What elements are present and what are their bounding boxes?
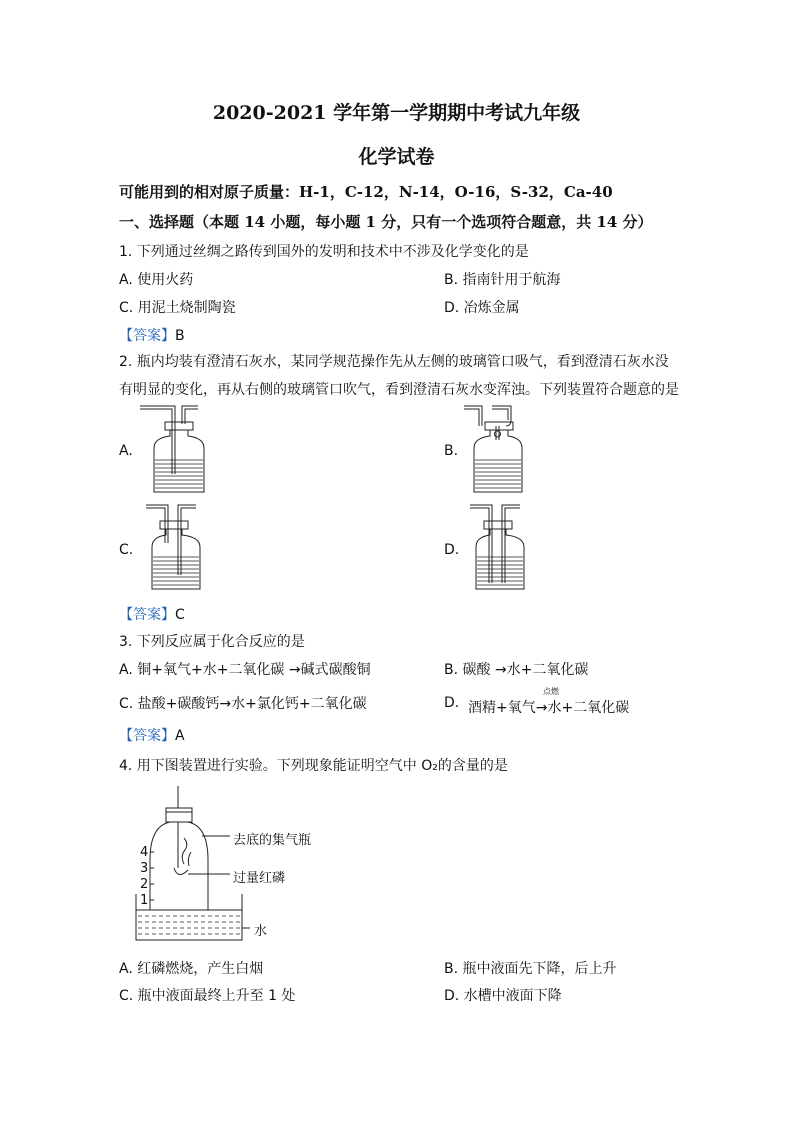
bottle-a-figure <box>138 404 208 496</box>
exam-title: 2020-2021 学年第一学期期中考试九年级 <box>212 102 581 124</box>
exam-subtitle: 化学试卷 <box>358 146 435 168</box>
q2-stem-line1: 2. 瓶内均装有澄清石灰水，某同学规范操作先从左侧的玻璃管口吸气，看到澄清石灰水没 <box>119 354 669 370</box>
answer-value: B <box>175 328 185 344</box>
label-bottle: 去底的集气瓶 <box>233 833 312 848</box>
q1-stem: 1. 下列通过丝绸之路传到国外的发明和技术中不涉及化学变化的是 <box>119 244 529 260</box>
scale-mark-2: 2 <box>140 877 149 892</box>
q2-option-d: D. <box>444 542 460 558</box>
q2-answer <box>119 604 185 624</box>
answer-value: A <box>175 728 185 744</box>
q2-stem-line2: 有明显的变化，再从右侧的玻璃管口吹气，看到澄清石灰水变浑浊。下列装置符合题意的是 <box>119 382 679 398</box>
q4-option-c: C. 瓶中液面最终上升至 1 处 <box>119 988 296 1004</box>
q1-option-a: A. 使用火药 <box>119 272 194 288</box>
q1-answer <box>119 325 185 345</box>
q4-stem: 4. 用下图装置进行实验。下列现象能证明空气中 O₂的含量的是 <box>119 758 508 774</box>
q3-option-d: 酒精+氧气→水+二氧化碳 <box>468 700 630 716</box>
q4-option-b: B. 瓶中液面先下降，后上升 <box>444 961 617 977</box>
q3-option-b: B. 碳酸 →水+二氧化碳 <box>444 662 589 678</box>
atomic-masses: 可能用到的相对原子质量：H-1，C-12，N-14，O-16，S-32，Ca-40 <box>119 183 613 201</box>
answer-value: C <box>175 607 185 623</box>
scale-mark-4: 4 <box>140 845 149 860</box>
q3-reaction-condition: 点燃 <box>543 687 559 696</box>
scale-mark-1: 1 <box>140 893 149 908</box>
q2-option-a: A. <box>119 443 133 459</box>
q3-option-c: C. 盐酸+碳酸钙→水+氯化钙+二氧化碳 <box>119 696 367 712</box>
q3-option-a: A. 铜+氧气+水+二氧化碳 →碱式碳酸铜 <box>119 662 371 678</box>
q3-answer <box>119 725 185 745</box>
q2-option-c: C. <box>119 542 134 558</box>
answer-label: 【答案】 <box>119 328 175 344</box>
answer-label: 【答案】 <box>119 728 175 744</box>
bottle-b-figure <box>462 404 532 496</box>
q2-option-b: B. <box>444 443 459 459</box>
q1-option-b: B. 指南针用于航海 <box>444 272 561 288</box>
q1-option-d: D. 冶炼金属 <box>444 300 520 316</box>
q3-option-d-label: D. <box>444 695 460 711</box>
scale-mark-3: 3 <box>140 861 149 876</box>
q1-option-c: C. 用泥土烧制陶瓷 <box>119 300 236 316</box>
section-heading: 一、选择题（本题 14 小题，每小题 1 分，只有一个选项符合题意，共 14 分） <box>119 213 653 231</box>
q4-option-d: D. 水槽中液面下降 <box>444 988 562 1004</box>
label-red-phosphorus: 过量红磷 <box>233 871 286 886</box>
label-water: 水 <box>254 924 268 939</box>
answer-label: 【答案】 <box>119 607 175 623</box>
q4-option-a: A. 红磷燃烧，产生白烟 <box>119 961 264 977</box>
bottle-c-figure <box>138 503 208 595</box>
q3-stem: 3. 下列反应属于化合反应的是 <box>119 634 305 650</box>
bottle-d-figure <box>462 503 532 595</box>
